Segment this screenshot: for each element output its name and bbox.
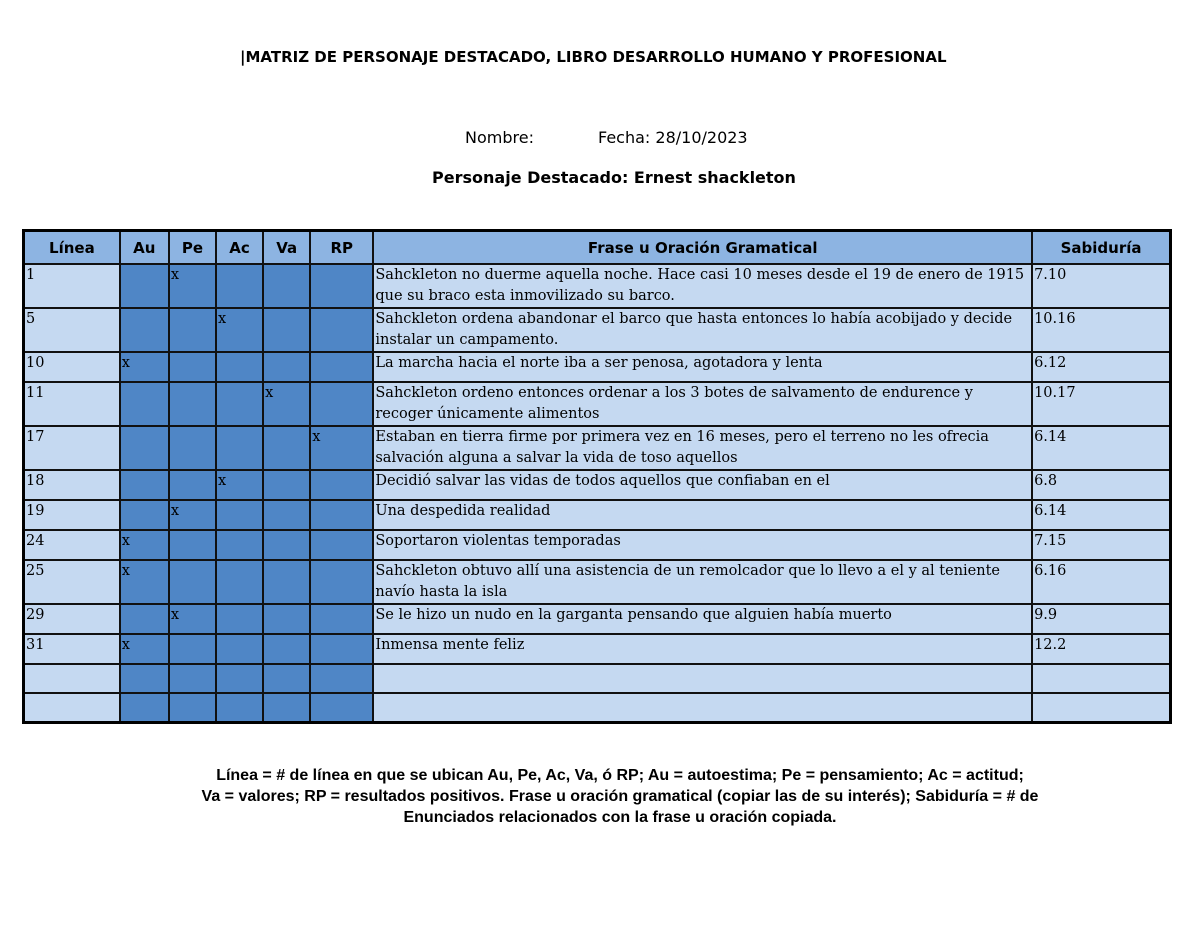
legend xyxy=(80,765,1160,828)
cell-linea xyxy=(24,664,120,693)
cell-ac xyxy=(216,382,263,426)
cell-frase xyxy=(373,693,1032,723)
cell-au xyxy=(120,470,169,500)
legend-line-3: Enunciados relacionados con la frase u oración copiada. xyxy=(403,809,837,826)
cell-sabiduria: 10.17 xyxy=(1032,382,1170,426)
cell-va xyxy=(263,308,310,352)
cell-pe xyxy=(169,530,216,560)
column-header-pe: Pe xyxy=(169,231,216,265)
cell-rp: x xyxy=(310,426,373,470)
cell-linea: 17 xyxy=(24,426,120,470)
cell-rp xyxy=(310,500,373,530)
personaje-title: Personaje Destacado: Ernest shackleton xyxy=(432,168,796,187)
cell-rp xyxy=(310,560,373,604)
cell-linea xyxy=(24,693,120,723)
legend-line-2: Va = valores; RP = resultados positivos. Frase u oración gramatical (copiar las de su interés); Sabiduría = # de xyxy=(201,788,1039,805)
cell-rp xyxy=(310,664,373,693)
nombre-label: Nombre: xyxy=(465,128,534,147)
cell-sabiduria: 12.2 xyxy=(1032,634,1170,664)
cell-pe xyxy=(169,308,216,352)
character-matrix-table xyxy=(22,229,1172,724)
cell-frase: Sahckleton ordeno entonces ordenar a los 3 botes de salvamento de endurence y recoger únicamente alimentos xyxy=(373,382,1032,426)
cell-sabiduria: 6.16 xyxy=(1032,560,1170,604)
cell-pe xyxy=(169,426,216,470)
name-date-line xyxy=(465,128,748,147)
cell-sabiduria: 9.9 xyxy=(1032,604,1170,634)
column-header-linea: Línea xyxy=(24,231,120,265)
cell-pe xyxy=(169,382,216,426)
cell-pe: x xyxy=(169,604,216,634)
cell-va xyxy=(263,470,310,500)
cell-ac: x xyxy=(216,470,263,500)
cell-frase: Sahckleton no duerme aquella noche. Hace casi 10 meses desde el 19 de enero de 1915 que su braco esta inmovilizado su barco. xyxy=(373,264,1032,308)
cell-au: x xyxy=(120,560,169,604)
cell-rp xyxy=(310,530,373,560)
cell-ac xyxy=(216,530,263,560)
cell-au xyxy=(120,500,169,530)
cell-au xyxy=(120,604,169,634)
cell-linea: 5 xyxy=(24,308,120,352)
table-row xyxy=(24,693,1171,723)
cell-ac xyxy=(216,426,263,470)
cell-au xyxy=(120,264,169,308)
cell-rp xyxy=(310,382,373,426)
table-row xyxy=(24,308,1171,352)
column-header-sabiduria: Sabiduría xyxy=(1032,231,1170,265)
cell-au xyxy=(120,308,169,352)
cell-linea: 10 xyxy=(24,352,120,382)
table-row xyxy=(24,664,1171,693)
cell-pe: x xyxy=(169,264,216,308)
cell-linea: 24 xyxy=(24,530,120,560)
column-header-frase: Frase u Oración Gramatical xyxy=(373,231,1032,265)
table-row xyxy=(24,426,1171,470)
cell-frase: Una despedida realidad xyxy=(373,500,1032,530)
cell-rp xyxy=(310,264,373,308)
cell-pe xyxy=(169,352,216,382)
cell-au: x xyxy=(120,530,169,560)
cell-sabiduria: 10.16 xyxy=(1032,308,1170,352)
cell-va xyxy=(263,530,310,560)
column-header-au: Au xyxy=(120,231,169,265)
cell-ac xyxy=(216,664,263,693)
table-row xyxy=(24,382,1171,426)
cell-va xyxy=(263,426,310,470)
column-header-ac: Ac xyxy=(216,231,263,265)
cell-frase xyxy=(373,664,1032,693)
cell-frase: La marcha hacia el norte iba a ser penosa, agotadora y lenta xyxy=(373,352,1032,382)
cell-sabiduria: 6.14 xyxy=(1032,500,1170,530)
cell-linea: 11 xyxy=(24,382,120,426)
cell-frase: Soportaron violentas temporadas xyxy=(373,530,1032,560)
cell-pe xyxy=(169,470,216,500)
cell-frase: Sahckleton ordena abandonar el barco que hasta entonces lo había acobijado y decide instalar un campamento. xyxy=(373,308,1032,352)
cell-pe xyxy=(169,664,216,693)
cell-pe xyxy=(169,560,216,604)
cell-ac xyxy=(216,352,263,382)
cell-pe xyxy=(169,634,216,664)
cell-ac xyxy=(216,634,263,664)
cell-sabiduria xyxy=(1032,693,1170,723)
cell-sabiduria: 7.15 xyxy=(1032,530,1170,560)
legend-line-1: Línea = # de línea en que se ubican Au, Pe, Ac, Va, ó RP; Au = autoestima; Pe = pensamiento; Ac = actitud; xyxy=(216,767,1024,784)
table-row xyxy=(24,352,1171,382)
cell-ac xyxy=(216,693,263,723)
cell-au xyxy=(120,382,169,426)
table-body xyxy=(24,264,1171,723)
cell-sabiduria: 6.14 xyxy=(1032,426,1170,470)
cell-rp xyxy=(310,352,373,382)
cell-va xyxy=(263,352,310,382)
cell-pe: x xyxy=(169,500,216,530)
cell-rp xyxy=(310,470,373,500)
cell-va xyxy=(263,634,310,664)
table-header-row xyxy=(24,231,1171,265)
cell-va: x xyxy=(263,382,310,426)
cell-va xyxy=(263,664,310,693)
cell-frase: Estaban en tierra firme por primera vez en 16 meses, pero el terreno no les ofrecia salvación alguna a salvar la vida de toso aquellos xyxy=(373,426,1032,470)
cell-au xyxy=(120,426,169,470)
cell-linea: 18 xyxy=(24,470,120,500)
cell-ac xyxy=(216,604,263,634)
cell-frase: Sahckleton obtuvo allí una asistencia de un remolcador que lo llevo a el y al teniente navío hasta la isla xyxy=(373,560,1032,604)
table-row xyxy=(24,530,1171,560)
cell-va xyxy=(263,693,310,723)
table-row xyxy=(24,634,1171,664)
cell-linea: 31 xyxy=(24,634,120,664)
cell-linea: 25 xyxy=(24,560,120,604)
table-row xyxy=(24,470,1171,500)
cell-sabiduria xyxy=(1032,664,1170,693)
cell-va xyxy=(263,560,310,604)
table-row xyxy=(24,264,1171,308)
column-header-rp: RP xyxy=(310,231,373,265)
cell-ac: x xyxy=(216,308,263,352)
document-title: |MATRIZ DE PERSONAJE DESTACADO, LIBRO DESARROLLO HUMANO Y PROFESIONAL xyxy=(240,48,947,66)
cell-va xyxy=(263,604,310,634)
cell-pe xyxy=(169,693,216,723)
cell-linea: 1 xyxy=(24,264,120,308)
table-row xyxy=(24,604,1171,634)
cell-rp xyxy=(310,308,373,352)
cell-va xyxy=(263,264,310,308)
cell-sabiduria: 6.8 xyxy=(1032,470,1170,500)
cell-va xyxy=(263,500,310,530)
cell-rp xyxy=(310,634,373,664)
cell-rp xyxy=(310,604,373,634)
fecha-label: Fecha: 28/10/2023 xyxy=(598,128,748,147)
table-row xyxy=(24,500,1171,530)
cell-au: x xyxy=(120,352,169,382)
cell-au: x xyxy=(120,634,169,664)
cell-rp xyxy=(310,693,373,723)
cell-ac xyxy=(216,500,263,530)
cell-frase: Inmensa mente feliz xyxy=(373,634,1032,664)
cell-au xyxy=(120,693,169,723)
cell-ac xyxy=(216,264,263,308)
cell-ac xyxy=(216,560,263,604)
cell-frase: Decidió salvar las vidas de todos aquellos que confiaban en el xyxy=(373,470,1032,500)
column-header-va: Va xyxy=(263,231,310,265)
cell-sabiduria: 7.10 xyxy=(1032,264,1170,308)
cell-au xyxy=(120,664,169,693)
cell-frase: Se le hizo un nudo en la garganta pensando que alguien había muerto xyxy=(373,604,1032,634)
cell-sabiduria: 6.12 xyxy=(1032,352,1170,382)
cell-linea: 29 xyxy=(24,604,120,634)
table-row xyxy=(24,560,1171,604)
cell-linea: 19 xyxy=(24,500,120,530)
